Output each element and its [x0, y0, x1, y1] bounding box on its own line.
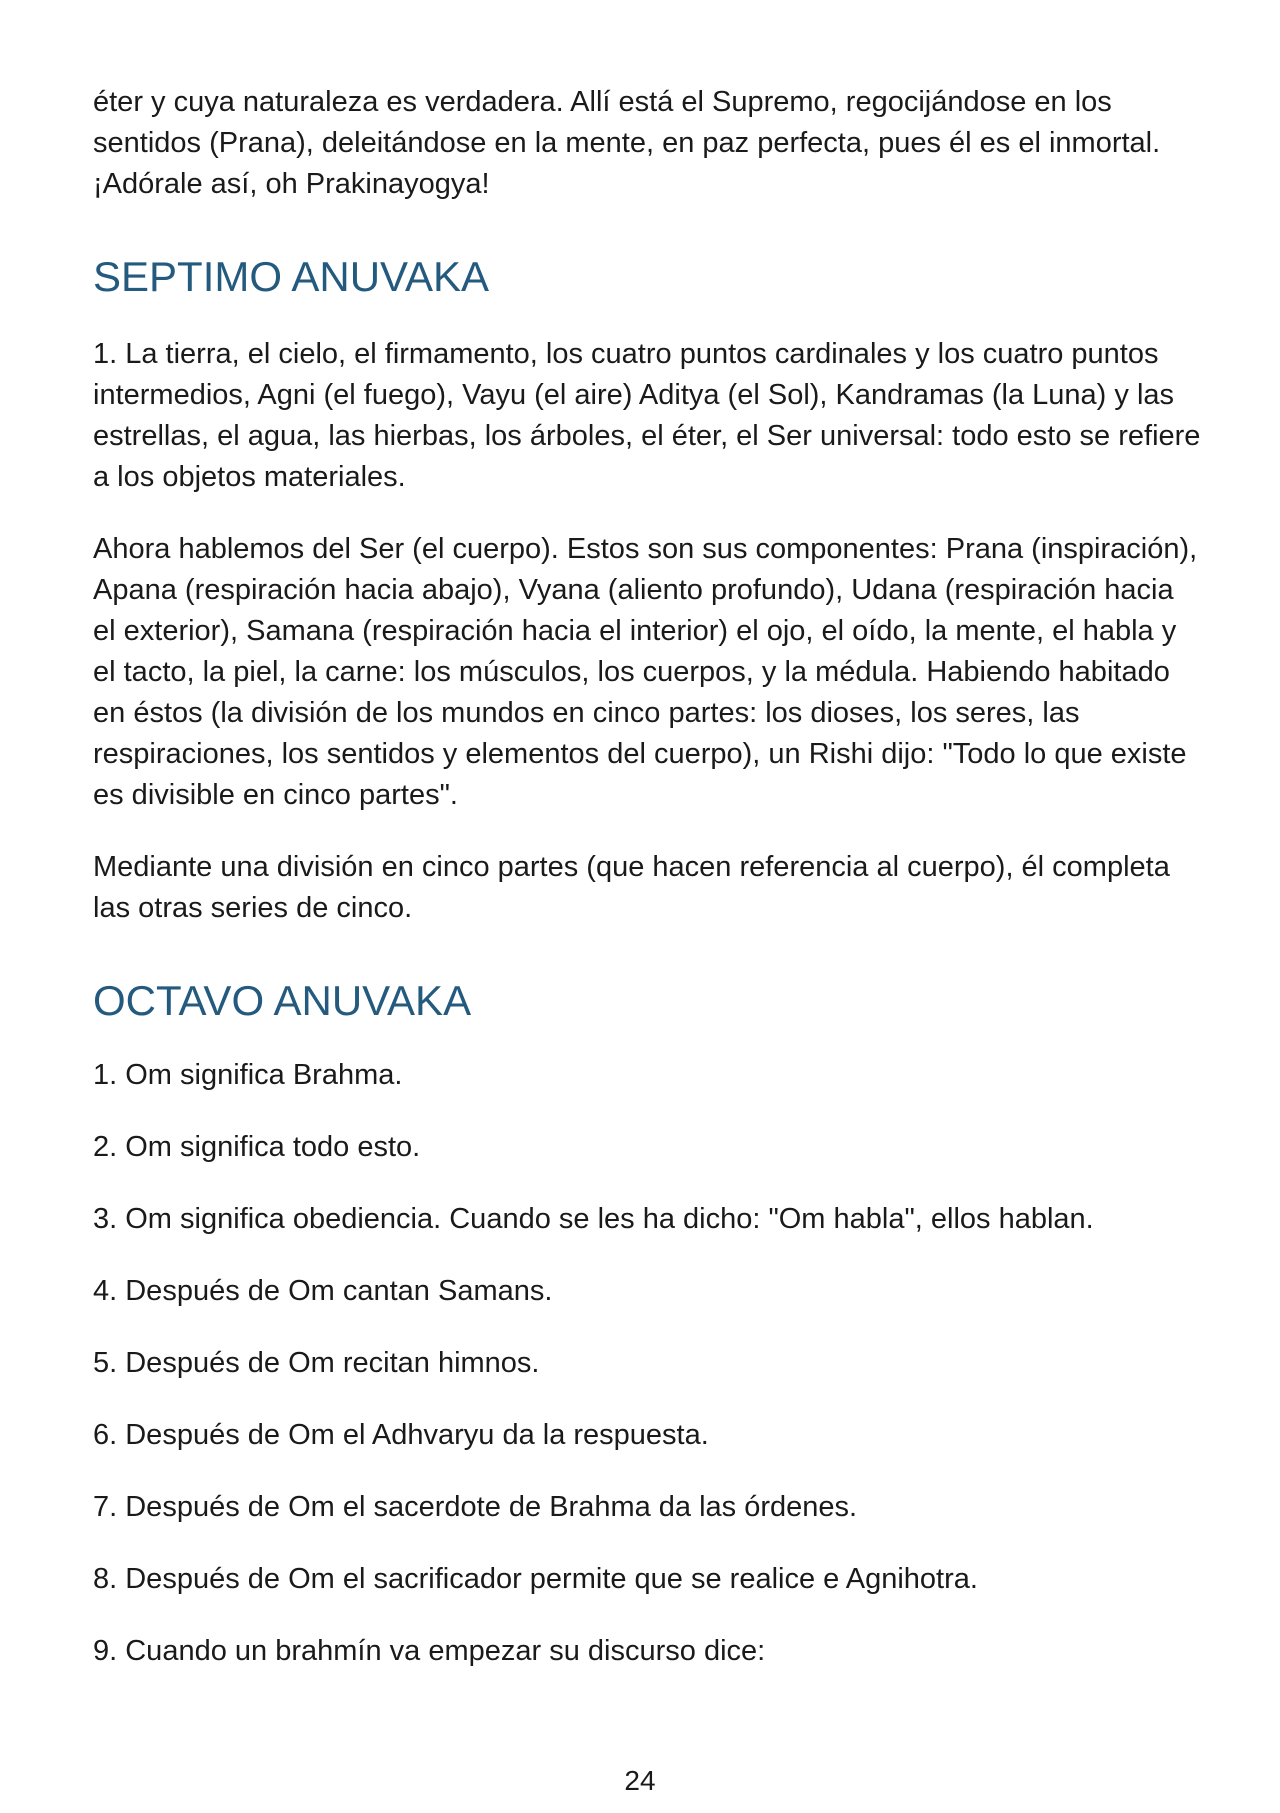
octavo-item-9: 9. Cuando un brahmín va empezar su discurso dice: [93, 1635, 766, 1667]
section-heading-septimo: SEPTIMO ANUVAKA [93, 253, 489, 300]
octavo-item-8: 8. Después de Om el sacrificador permite que se realice e Agnihotra. [93, 1563, 978, 1595]
octavo-item-6: 6. Después de Om el Adhvaryu da la respuesta. [93, 1419, 709, 1451]
octavo-item-2: 2. Om significa todo esto. [93, 1131, 421, 1163]
octavo-item-5: 5. Después de Om recitan himnos. [93, 1347, 540, 1379]
octavo-item-3: 3. Om significa obediencia. Cuando se les ha dicho: "Om habla", ellos hablan. [93, 1203, 1094, 1235]
octavo-item-7: 7. Después de Om el sacerdote de Brahma da las órdenes. [93, 1491, 858, 1523]
septimo-paragraph-2: Ahora hablemos del Ser (el cuerpo). Estos son sus componentes: Prana (inspiración), Apana (respiración hacia abajo), Vyana (aliento profundo), Udana (respiración hacia el exterior), Samana (respiración hacia el interior) el ojo, el oído, la mente, el habla y el tacto, la piel, la carne: los músculos, los cuerpos, y la médula. Habiendo habitado en éstos (la división de los mundos en cinco partes: los dioses, los seres, las respiraciones, los sentidos y elementos del cuerpo), un Rishi dijo: "Todo lo que existe es divisible en cinco partes". [93, 533, 1198, 811]
page-content [93, 82, 1203, 1703]
section-heading-octavo: OCTAVO ANUVAKA [93, 977, 472, 1024]
octavo-item-1: 1. Om significa Brahma. [93, 1059, 403, 1091]
intro-paragraph: éter y cuya naturaleza es verdadera. Allí está el Supremo, regocijándose en los sentidos (Prana), deleitándose en la mente, en paz perfecta, pues él es el inmortal. ¡Adórale así, oh Prakinayogya! [93, 86, 1161, 200]
septimo-paragraph-3: Mediante una división en cinco partes (que hacen referencia al cuerpo), él completa las otras series de cinco. [93, 851, 1170, 924]
septimo-paragraph-1: 1. La tierra, el cielo, el firmamento, los cuatro puntos cardinales y los cuatro puntos intermedios, Agni (el fuego), Vayu (el aire) Aditya (el Sol), Kandramas (la Luna) y las estrellas, el agua, las hierbas, los árboles, el éter, el Ser universal: todo esto se refiere a los objetos materiales. [93, 338, 1201, 493]
page-number: 24 [624, 1765, 656, 1796]
octavo-item-4: 4. Después de Om cantan Samans. [93, 1275, 553, 1307]
